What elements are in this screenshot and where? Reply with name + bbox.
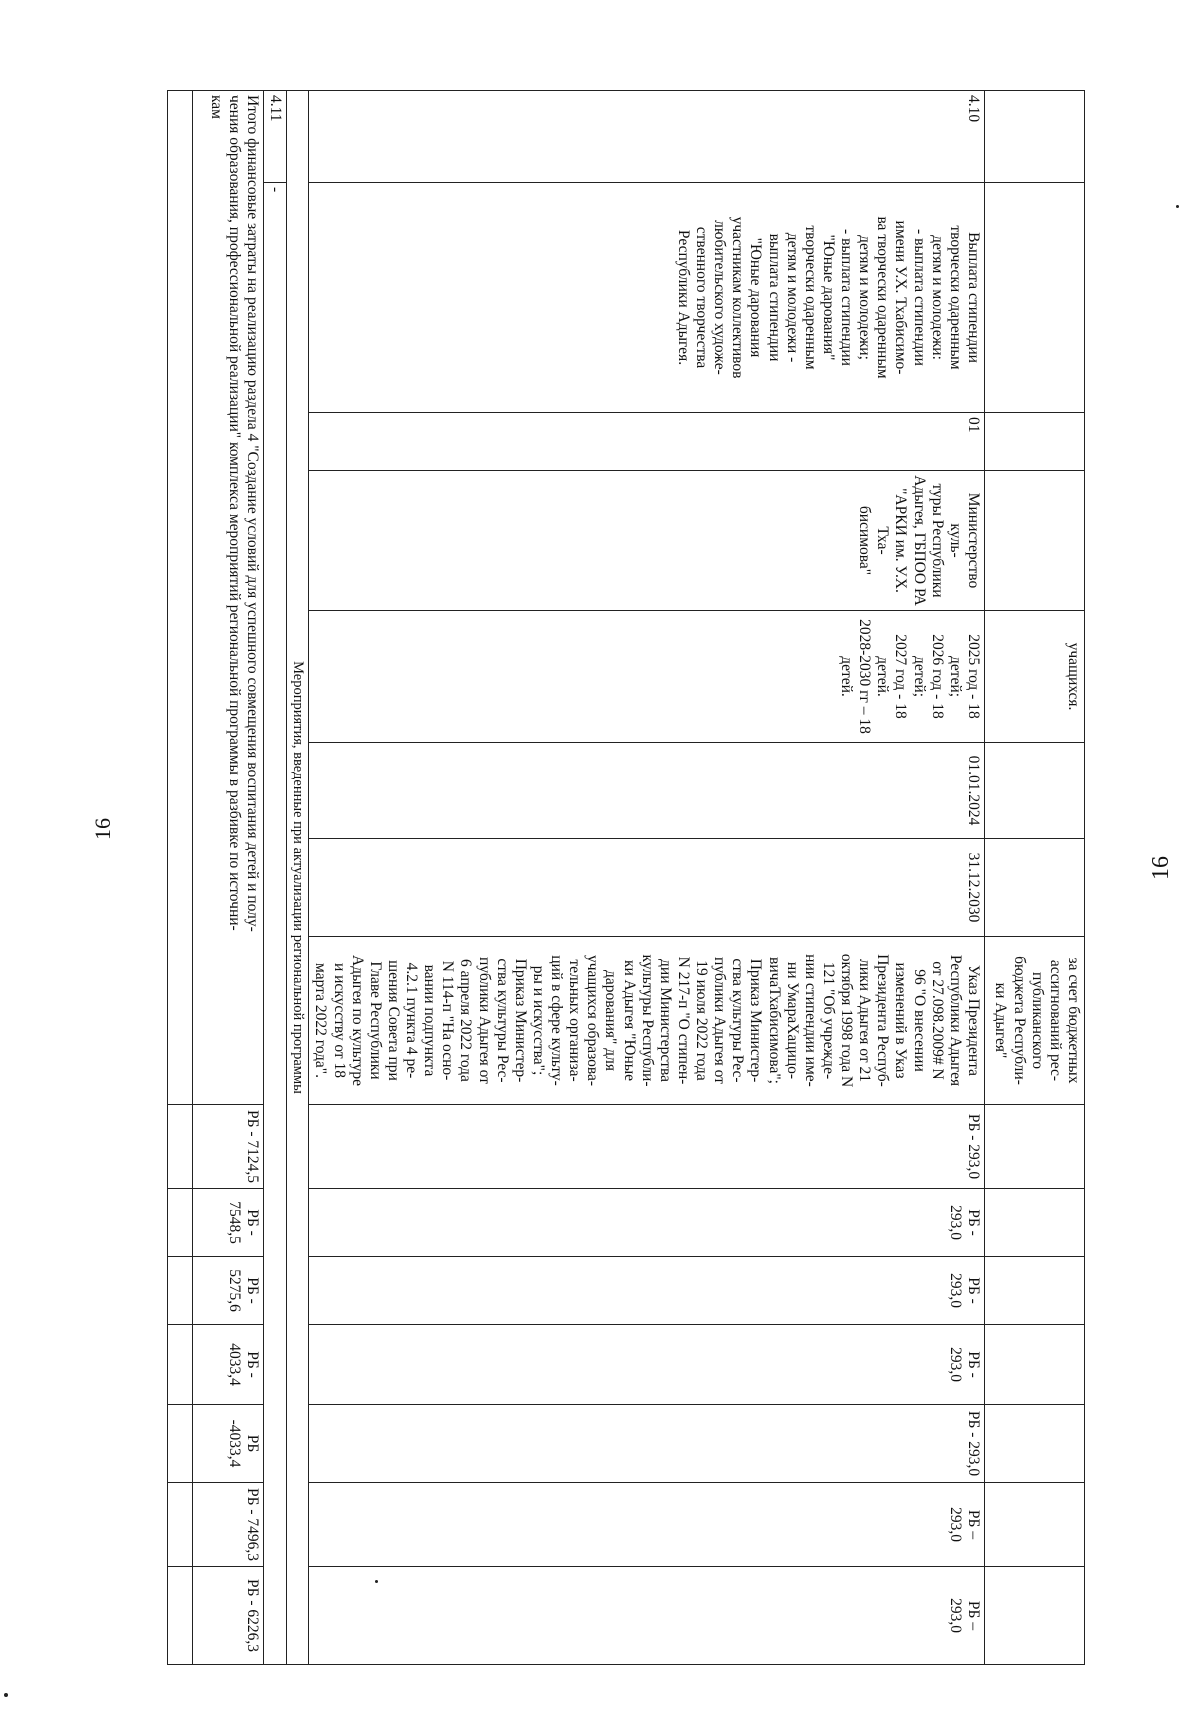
cell-amount-5: [985, 1405, 1085, 1483]
page-number-bottom: 16: [1148, 856, 1174, 880]
total-amount: РБ -4033,4: [193, 1405, 264, 1483]
total-amount: РБ - 6226,3: [193, 1567, 264, 1665]
measure-amount: РБ - 293,0: [309, 1105, 985, 1189]
page-number-top: 16: [90, 818, 115, 840]
measure-start-date: 01.01.2024: [309, 743, 985, 839]
blank-cell: [168, 1567, 193, 1665]
continuation-target: учащихся.: [1065, 642, 1082, 711]
total-amount: РБ - 7548,5: [193, 1189, 264, 1257]
blank-cell: [168, 1189, 193, 1257]
measure-name: Выплата стипендии творчески одаренным детям и молодежи: - выплата стипендии имени У.Х. Тхабисимо- ва творчески одаренным детям и молодежи; - выплата стипендии "Юные дарования" творчески одаренным детям и молодежи - выплата стипендии "Юные дарования участникам коллективов любительского художе- ственного творчества Республики Адыгея.: [309, 183, 985, 413]
row-4-11-mark: -: [267, 187, 285, 193]
measure-target: 2025 год - 18 детей; 2026 год - 18 детей; 2027 год - 18 детей. 2028-2030 гг – 18 детей.: [309, 611, 985, 743]
measure-code: 01: [309, 413, 985, 471]
continuation-row: [985, 91, 1085, 1665]
cell-start: [985, 743, 1085, 839]
cell-num: [985, 91, 1085, 183]
cell-executor: [985, 471, 1085, 611]
total-amount: РБ - 5275,6: [193, 1257, 264, 1325]
measure-legal-basis: Указ Президента Республики Адыгея от 27.098.2009# N 96 "О внесении изменений в Указ Президента Респуб- лики Адыгея от 21 октября 1998 года N 121 "Об учрежде- нии стипендии име- ни УмараХацицо- вичаТхабисимова"; Приказ Министер- ства культуры Рес- публики Адыгея от 19 июля 2022 года N 217-п "О стипен- дии Министерства культуры Республи- ки Адыгея "Юные дарования" для учащихся образова- тельных организа- ций в сфере культу- ры и искусства"; Приказ Министер- ства культуры Рес- публики Адыгея от 6 апреля 2022 года N 114-п "На осно- вании подпункта 4.2.1 пункта 4 ре- шения Совета при Главе Республики Адыгея по культуре и искусству от 18 марта 2022 года".: [309, 937, 985, 1105]
measure-end-date: 31.12.2030: [309, 839, 985, 937]
rotated-table-frame: [140, 90, 1085, 1664]
measure-amount: РБ – 293,0: [309, 1483, 985, 1567]
scan-speck: [375, 1580, 378, 1583]
cell-amount-7: [985, 1567, 1085, 1665]
cell-amount-3: [985, 1257, 1085, 1325]
total-amount: РБ - 7496,3: [193, 1483, 264, 1567]
table-row-4-11: [264, 91, 287, 1665]
table-row-4-10: [309, 91, 985, 1665]
measure-amount: РБ - 293,0: [309, 1257, 985, 1325]
cell-code: [985, 413, 1085, 471]
cell-amount-6: [985, 1483, 1085, 1567]
measure-amount: РБ - 293,0: [309, 1189, 985, 1257]
cell-amount-4: [985, 1325, 1085, 1405]
cell-target: [985, 611, 1085, 743]
measure-amount: РБ – 293,0: [309, 1567, 985, 1665]
row-number: 4.10: [309, 91, 985, 183]
cell-name: [985, 183, 1085, 413]
measure-amount: РБ - 293,0: [309, 1405, 985, 1483]
measure-amount: РБ - 293,0: [309, 1325, 985, 1405]
total-amount: РБ - 7124,5: [193, 1105, 264, 1189]
blank-cell: [168, 1483, 193, 1567]
row-4-11-content: [264, 183, 287, 1665]
measure-executor: Министерство куль- туры Республики Адыгея, ГБПОО РА "АРКИ им. У.Х. Тха- бисимова": [309, 471, 985, 611]
total-label: Итого финансовые затраты на реализацию раздела 4 "Создание условий для успешного совмещения воспитания детей и полу- чения образования, профессиональной реализации" комплекса мероприятий региональной программы в разбивке по источни- кам: [193, 91, 264, 1105]
blank-cell: [168, 1257, 193, 1325]
cell-amount-1: [985, 1105, 1085, 1189]
scan-speck: [1176, 205, 1179, 208]
blank-cell: [168, 1405, 193, 1483]
blank-cell: [168, 91, 193, 1105]
cell-end: [985, 839, 1085, 937]
blank-cell: [168, 1105, 193, 1189]
section-heading-row: [287, 91, 309, 1665]
total-amount: РБ - 4033,4: [193, 1325, 264, 1405]
total-row: [193, 91, 264, 1665]
scan-speck: [4, 1693, 8, 1697]
blank-cell: [168, 1325, 193, 1405]
row-number: 4.11: [264, 91, 287, 183]
measures-table: [167, 90, 1085, 1665]
section-heading: Мероприятия, введенные при актуализации региональной программы: [287, 91, 309, 1665]
continuation-basis: за счет бюджетных ассигнований рес- публиканского бюджета Республи- ки Адыгея": [985, 937, 1085, 1105]
cell-amount-2: [985, 1189, 1085, 1257]
blank-row: [168, 91, 193, 1665]
